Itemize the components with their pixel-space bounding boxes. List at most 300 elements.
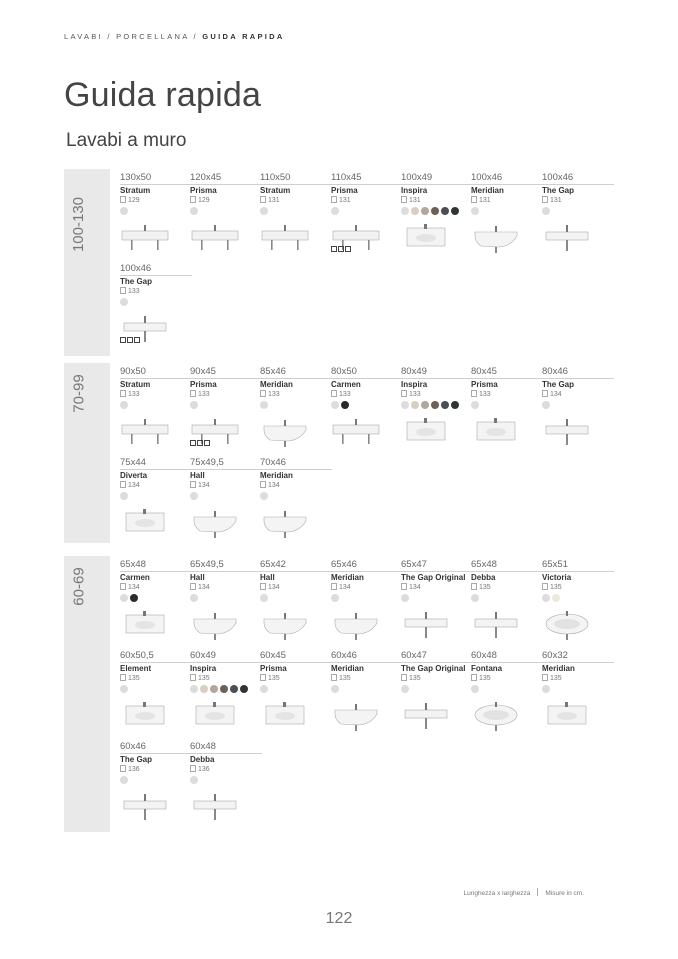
product-card[interactable] xyxy=(401,172,471,260)
book-icon xyxy=(190,481,196,488)
washbasin-image xyxy=(331,700,381,732)
color-swatch xyxy=(120,685,128,693)
book-icon xyxy=(120,674,126,681)
product-card[interactable] xyxy=(120,457,190,545)
product-page-ref xyxy=(260,674,280,682)
product-card[interactable] xyxy=(120,741,190,829)
product-size: 60x50,5 xyxy=(120,650,154,661)
product-page: 133 xyxy=(128,288,140,295)
color-swatches xyxy=(190,685,248,693)
washbasin-image xyxy=(260,222,310,254)
product-card[interactable] xyxy=(260,457,330,545)
divider xyxy=(120,378,192,379)
product-card[interactable] xyxy=(120,263,190,351)
color-swatch xyxy=(260,492,268,500)
section-band-100-130 xyxy=(64,169,110,356)
color-swatch xyxy=(190,776,198,784)
product-name: Prisma xyxy=(260,664,287,673)
book-icon xyxy=(401,583,407,590)
product-card[interactable] xyxy=(471,559,541,647)
product-page-ref xyxy=(331,196,351,204)
divider xyxy=(331,378,403,379)
color-swatch xyxy=(411,401,419,409)
book-icon xyxy=(542,583,548,590)
color-swatch xyxy=(190,492,198,500)
color-swatch xyxy=(451,401,459,409)
product-name: Prisma xyxy=(471,380,498,389)
divider xyxy=(120,662,192,663)
washbasin-image xyxy=(542,609,592,641)
breadcrumb-part2[interactable]: PORCELLANA xyxy=(116,32,190,41)
color-swatch xyxy=(471,401,479,409)
color-swatch xyxy=(260,594,268,602)
page-number: 122 xyxy=(325,910,353,927)
product-page: 134 xyxy=(128,584,140,591)
book-icon xyxy=(401,390,407,397)
product-name: Fontana xyxy=(471,664,503,673)
product-page-ref xyxy=(260,481,280,489)
product-page: 133 xyxy=(198,391,210,398)
divider xyxy=(260,469,332,470)
divider xyxy=(190,571,262,572)
product-name: Meridian xyxy=(260,471,293,480)
color-swatch xyxy=(190,401,198,409)
product-card[interactable] xyxy=(331,559,401,647)
washbasin-image xyxy=(542,416,592,448)
product-card[interactable] xyxy=(260,366,330,454)
product-card[interactable] xyxy=(260,172,330,260)
color-swatch xyxy=(240,685,248,693)
washbasin-image xyxy=(260,507,310,539)
breadcrumb-sep: / xyxy=(102,32,117,41)
product-size: 60x32 xyxy=(542,650,568,661)
product-page: 133 xyxy=(409,391,421,398)
color-swatches xyxy=(120,776,128,784)
product-name: Prisma xyxy=(190,380,217,389)
product-page: 133 xyxy=(339,391,351,398)
product-name: Stratum xyxy=(120,186,151,195)
washbasin-image xyxy=(542,700,592,732)
product-page: 134 xyxy=(339,584,351,591)
product-page: 133 xyxy=(128,391,140,398)
product-card[interactable] xyxy=(331,172,401,260)
product-card[interactable] xyxy=(260,559,330,647)
book-icon xyxy=(260,390,266,397)
divider xyxy=(471,571,543,572)
product-page-ref xyxy=(120,196,140,204)
product-page: 129 xyxy=(198,197,210,204)
divider xyxy=(120,469,192,470)
color-swatches xyxy=(190,207,198,215)
divider xyxy=(401,662,473,663)
color-swatch xyxy=(230,685,238,693)
product-page-ref xyxy=(401,674,421,682)
color-swatches xyxy=(331,207,339,215)
product-card[interactable] xyxy=(331,650,401,738)
product-name: The Gap Original xyxy=(401,664,466,673)
product-name: Inspira xyxy=(190,664,217,673)
book-icon xyxy=(331,674,337,681)
book-icon xyxy=(471,196,477,203)
product-page-ref xyxy=(401,196,421,204)
color-swatches xyxy=(190,401,198,409)
color-swatches xyxy=(542,207,550,215)
product-page: 134 xyxy=(409,584,421,591)
product-name: The Gap Original xyxy=(401,573,466,582)
product-card[interactable] xyxy=(190,366,260,454)
book-icon xyxy=(260,481,266,488)
product-size: 65x48 xyxy=(471,559,497,570)
product-card[interactable] xyxy=(471,650,541,738)
color-swatch xyxy=(200,685,208,693)
washbasin-image xyxy=(120,791,170,823)
product-name: The Gap xyxy=(120,755,153,764)
product-page: 135 xyxy=(128,675,140,682)
product-name: The Gap xyxy=(120,277,153,286)
divider xyxy=(190,753,262,754)
product-page: 135 xyxy=(479,584,491,591)
product-size: 110x45 xyxy=(331,172,362,183)
product-page-ref xyxy=(120,390,140,398)
color-swatch xyxy=(542,401,550,409)
divider xyxy=(471,378,543,379)
product-size: 65x51 xyxy=(542,559,568,570)
divider xyxy=(190,184,262,185)
divider xyxy=(190,378,262,379)
color-swatch xyxy=(401,207,409,215)
divider xyxy=(120,753,192,754)
color-swatch xyxy=(120,401,128,409)
product-page-ref xyxy=(542,583,562,591)
book-icon xyxy=(542,674,548,681)
color-swatch xyxy=(260,207,268,215)
color-swatch xyxy=(401,685,409,693)
book-icon xyxy=(331,390,337,397)
color-swatch xyxy=(331,685,339,693)
color-swatches xyxy=(190,594,198,602)
product-page: 135 xyxy=(198,675,210,682)
product-page: 129 xyxy=(128,197,140,204)
breadcrumb-part1[interactable]: LAVABI xyxy=(64,32,103,41)
color-swatch xyxy=(130,594,138,602)
footnote xyxy=(463,888,584,897)
product-page-ref xyxy=(120,287,140,295)
product-page: 134 xyxy=(550,391,562,398)
product-card[interactable] xyxy=(120,172,190,260)
book-icon xyxy=(120,765,126,772)
product-card[interactable] xyxy=(471,366,541,454)
color-swatches xyxy=(260,594,268,602)
color-swatch xyxy=(471,594,479,602)
divider xyxy=(260,378,332,379)
product-size: 60x46 xyxy=(120,741,146,752)
product-size: 65x48 xyxy=(120,559,146,570)
product-page: 134 xyxy=(198,482,210,489)
product-page-ref xyxy=(331,390,351,398)
product-name: Stratum xyxy=(120,380,151,389)
color-swatch xyxy=(260,401,268,409)
product-card[interactable] xyxy=(401,650,471,738)
product-page-ref xyxy=(190,390,210,398)
color-swatches xyxy=(260,685,268,693)
product-page-ref xyxy=(260,196,280,204)
product-page-ref xyxy=(542,390,562,398)
color-swatches xyxy=(120,298,128,306)
washbasin-image xyxy=(120,609,170,641)
divider xyxy=(120,184,192,185)
book-icon xyxy=(471,583,477,590)
color-swatch xyxy=(411,207,419,215)
book-icon xyxy=(260,196,266,203)
book-icon xyxy=(120,481,126,488)
product-page: 135 xyxy=(268,675,280,682)
product-name: Debba xyxy=(471,573,496,582)
product-size: 65x46 xyxy=(331,559,357,570)
product-card[interactable] xyxy=(120,366,190,454)
product-name: Debba xyxy=(190,755,215,764)
color-swatches xyxy=(331,685,339,693)
product-card[interactable] xyxy=(190,650,260,738)
color-swatch xyxy=(552,594,560,602)
color-swatch xyxy=(120,594,128,602)
book-icon xyxy=(471,674,477,681)
product-card[interactable] xyxy=(401,366,471,454)
product-page: 135 xyxy=(339,675,351,682)
washbasin-image xyxy=(260,416,310,448)
divider xyxy=(190,469,262,470)
color-swatch xyxy=(401,594,409,602)
product-size: 75x49,5 xyxy=(190,457,224,468)
color-swatches xyxy=(190,492,198,500)
product-size: 80x45 xyxy=(471,366,497,377)
washbasin-image xyxy=(471,222,521,254)
color-swatch xyxy=(331,207,339,215)
product-page: 134 xyxy=(268,584,280,591)
product-name: Meridian xyxy=(331,664,364,673)
color-swatch xyxy=(451,207,459,215)
product-size: 90x45 xyxy=(190,366,216,377)
book-icon xyxy=(120,390,126,397)
color-swatches xyxy=(260,492,268,500)
book-icon xyxy=(120,583,126,590)
washbasin-image xyxy=(190,507,240,539)
color-swatches xyxy=(401,685,409,693)
washbasin-image xyxy=(471,700,521,732)
washbasin-image xyxy=(331,609,381,641)
product-card[interactable] xyxy=(331,366,401,454)
washbasin-image xyxy=(401,609,451,641)
divider xyxy=(120,571,192,572)
footnote-dimensions: Lunghezza x larghezza xyxy=(463,890,531,897)
product-card[interactable] xyxy=(542,650,612,738)
product-card[interactable] xyxy=(120,559,190,647)
color-swatch xyxy=(331,594,339,602)
divider xyxy=(331,571,403,572)
modular-icon xyxy=(190,440,210,446)
product-page: 136 xyxy=(198,766,210,773)
color-swatch xyxy=(331,401,339,409)
product-card[interactable] xyxy=(120,650,190,738)
footnote-units: Misure in cm. xyxy=(545,890,584,897)
product-size: 120x45 xyxy=(190,172,222,183)
book-icon xyxy=(190,674,196,681)
color-swatches xyxy=(471,594,479,602)
color-swatches xyxy=(260,207,268,215)
divider xyxy=(401,571,473,572)
book-icon xyxy=(331,196,337,203)
breadcrumb xyxy=(64,32,285,41)
washbasin-image xyxy=(401,416,451,448)
product-card[interactable] xyxy=(542,559,612,647)
washbasin-image xyxy=(471,609,521,641)
product-name: Carmen xyxy=(331,380,361,389)
product-size: 65x42 xyxy=(260,559,286,570)
product-card[interactable] xyxy=(471,172,541,260)
product-name: Carmen xyxy=(120,573,150,582)
section-band-70-99 xyxy=(64,363,110,543)
product-name: Hall xyxy=(190,573,205,582)
modular-icon xyxy=(120,337,140,343)
product-card[interactable] xyxy=(190,457,260,545)
book-icon xyxy=(190,390,196,397)
color-swatch xyxy=(441,401,449,409)
color-swatch xyxy=(190,594,198,602)
book-icon xyxy=(471,390,477,397)
color-swatch xyxy=(441,207,449,215)
color-swatches xyxy=(120,594,138,602)
product-size: 100x46 xyxy=(471,172,503,183)
product-size: 100x46 xyxy=(542,172,574,183)
color-swatch xyxy=(421,207,429,215)
book-icon xyxy=(120,287,126,294)
book-icon xyxy=(542,196,548,203)
book-icon xyxy=(190,765,196,772)
color-swatch xyxy=(431,207,439,215)
product-page-ref xyxy=(190,196,210,204)
product-page-ref xyxy=(120,765,140,773)
product-size: 65x49,5 xyxy=(190,559,224,570)
product-card[interactable] xyxy=(401,559,471,647)
product-page-ref xyxy=(120,481,140,489)
color-swatches xyxy=(120,401,128,409)
divider xyxy=(260,571,332,572)
page-subtitle: Lavabi a muro xyxy=(66,130,187,151)
product-page-ref xyxy=(471,583,491,591)
washbasin-image xyxy=(120,700,170,732)
product-size: 60x45 xyxy=(260,650,286,661)
color-swatches xyxy=(401,594,409,602)
color-swatch xyxy=(260,685,268,693)
product-size: 60x46 xyxy=(331,650,357,661)
product-name: Meridian xyxy=(331,573,364,582)
product-page-ref xyxy=(190,583,210,591)
divider xyxy=(190,662,262,663)
section-label: 60-69 xyxy=(70,566,88,606)
modular-icon xyxy=(331,246,351,252)
product-page-ref xyxy=(542,196,562,204)
divider xyxy=(401,184,473,185)
washbasin-image xyxy=(120,416,170,448)
product-page: 135 xyxy=(550,675,562,682)
color-swatches xyxy=(542,594,560,602)
color-swatches xyxy=(542,685,550,693)
divider xyxy=(331,662,403,663)
product-page: 135 xyxy=(479,675,491,682)
section-label: 100-130 xyxy=(70,196,88,252)
product-page: 131 xyxy=(479,197,491,204)
product-page: 134 xyxy=(198,584,210,591)
product-page: 131 xyxy=(339,197,351,204)
product-page-ref xyxy=(471,390,491,398)
color-swatches xyxy=(120,492,128,500)
color-swatch xyxy=(431,401,439,409)
product-page-ref xyxy=(331,583,351,591)
color-swatches xyxy=(120,207,128,215)
color-swatch xyxy=(120,492,128,500)
product-page-ref xyxy=(471,196,491,204)
color-swatch xyxy=(220,685,228,693)
product-page-ref xyxy=(401,583,421,591)
product-page: 135 xyxy=(409,675,421,682)
product-card[interactable] xyxy=(260,650,330,738)
product-card[interactable] xyxy=(190,741,260,829)
divider xyxy=(542,662,614,663)
product-page-ref xyxy=(471,674,491,682)
color-swatches xyxy=(190,776,198,784)
product-name: Inspira xyxy=(401,380,428,389)
divider xyxy=(537,888,538,896)
book-icon xyxy=(260,674,266,681)
product-name: Inspira xyxy=(401,186,428,195)
page-title: Guida rapida xyxy=(64,76,262,114)
product-card[interactable] xyxy=(542,366,612,454)
color-swatch xyxy=(471,685,479,693)
color-swatch xyxy=(120,298,128,306)
product-size: 60x47 xyxy=(401,650,427,661)
divider xyxy=(542,571,614,572)
product-name: The Gap xyxy=(542,380,575,389)
book-icon xyxy=(401,674,407,681)
color-swatches xyxy=(120,685,128,693)
product-name: Hall xyxy=(260,573,275,582)
color-swatch xyxy=(542,685,550,693)
washbasin-image xyxy=(190,609,240,641)
product-name: Element xyxy=(120,664,152,673)
product-card[interactable] xyxy=(190,559,260,647)
product-page-ref xyxy=(190,674,210,682)
color-swatches xyxy=(260,401,268,409)
product-page-ref xyxy=(260,390,280,398)
washbasin-image xyxy=(542,222,592,254)
section-band-60-69 xyxy=(64,556,110,832)
color-swatches xyxy=(331,594,339,602)
divider xyxy=(120,275,192,276)
product-name: Hall xyxy=(190,471,205,480)
product-name: Stratum xyxy=(260,186,291,195)
product-page-ref xyxy=(260,583,280,591)
product-name: Prisma xyxy=(331,186,358,195)
color-swatches xyxy=(471,685,479,693)
product-card[interactable] xyxy=(542,172,612,260)
product-size: 85x46 xyxy=(260,366,286,377)
book-icon xyxy=(190,583,196,590)
product-size: 60x49 xyxy=(190,650,216,661)
product-page-ref xyxy=(542,674,562,682)
color-swatch xyxy=(210,685,218,693)
divider xyxy=(471,662,543,663)
product-size: 70x46 xyxy=(260,457,286,468)
product-card[interactable] xyxy=(190,172,260,260)
